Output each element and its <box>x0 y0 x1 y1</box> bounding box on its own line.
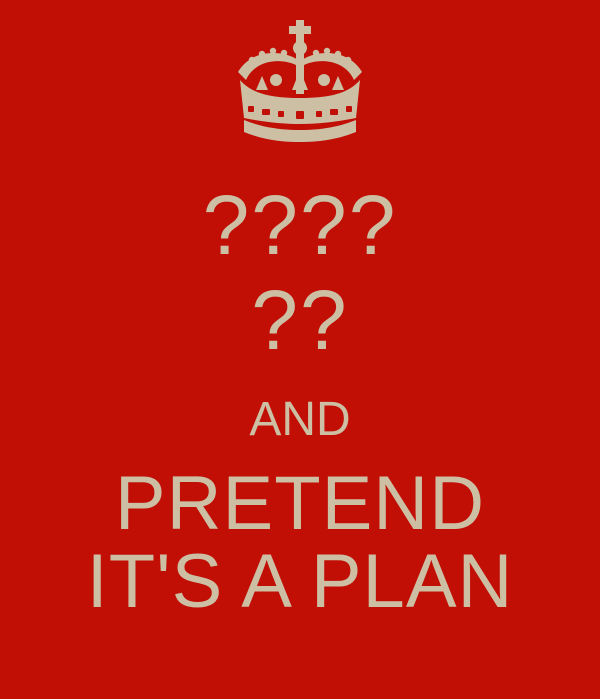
headline-line-1: ???? <box>202 178 398 272</box>
tagline-line-1: PRETEND <box>114 461 486 546</box>
crown-icon <box>232 20 368 144</box>
tagline-line-2: IT'S A PLAN <box>86 539 514 624</box>
headline-line-2: ?? <box>251 273 349 367</box>
connector-word: AND <box>249 393 351 446</box>
